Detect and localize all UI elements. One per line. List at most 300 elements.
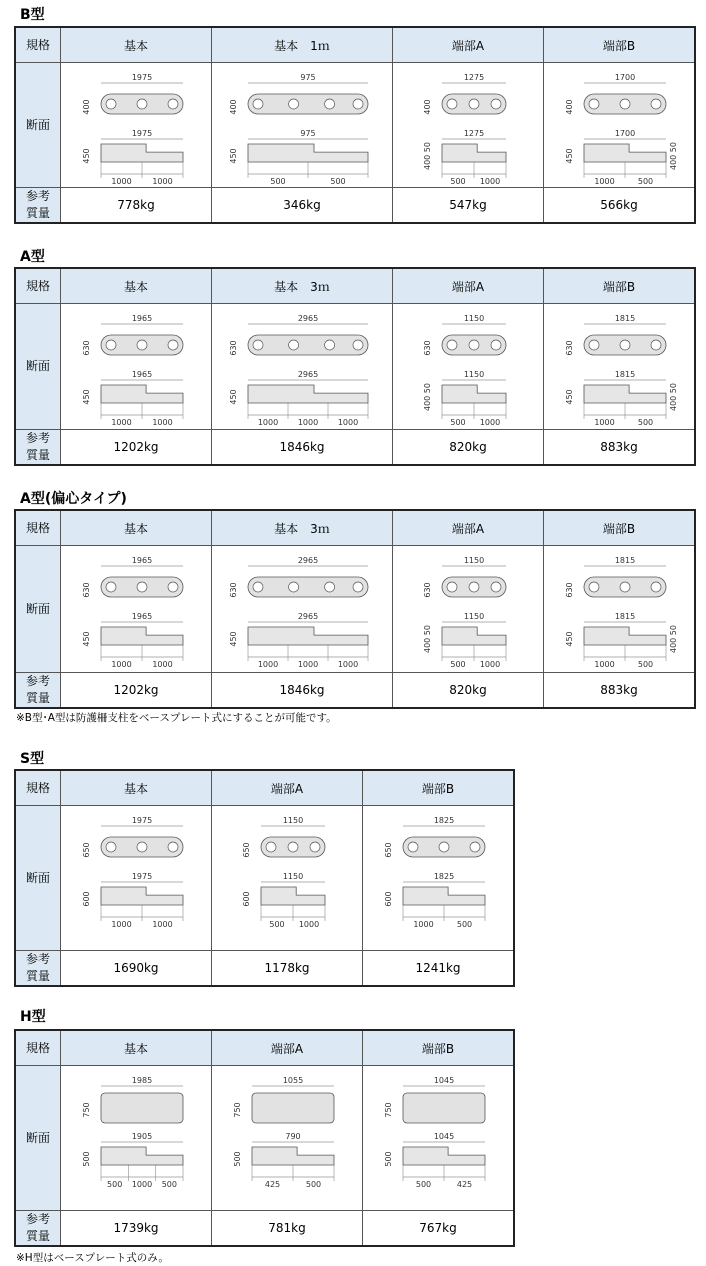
post-hole-icon bbox=[253, 340, 263, 350]
top-height-label: 630 bbox=[423, 582, 432, 598]
section-label: 断面 bbox=[15, 806, 61, 951]
bottom-height-label: 500 bbox=[82, 1151, 91, 1167]
post-hole-icon bbox=[447, 582, 457, 592]
spec-table bbox=[14, 26, 696, 224]
bottom-height-label: 600 bbox=[384, 891, 393, 907]
top-width-label: 1985 bbox=[131, 1076, 153, 1085]
top-height-label: 630 bbox=[229, 340, 238, 356]
post-hole-icon bbox=[106, 340, 116, 350]
base-dim-label: 500 bbox=[450, 177, 466, 184]
top-width-label: 1045 bbox=[433, 1076, 455, 1085]
block-side-shape bbox=[101, 627, 183, 645]
bottom-width-label: 1975 bbox=[131, 872, 153, 881]
top-width-label: 1815 bbox=[614, 314, 636, 323]
post-hole-icon bbox=[289, 582, 299, 592]
top-width-label: 1975 bbox=[131, 73, 153, 82]
mass-value: 566kg bbox=[544, 188, 696, 224]
post-hole-icon bbox=[168, 340, 178, 350]
top-height-label: 650 bbox=[242, 842, 251, 858]
cross-section-drawing bbox=[82, 556, 183, 669]
post-hole-icon bbox=[589, 340, 599, 350]
base-dim-label: 500 bbox=[450, 660, 466, 669]
cross-section-figure bbox=[546, 66, 692, 184]
mass-label bbox=[15, 1211, 61, 1247]
block-side-shape bbox=[442, 627, 506, 645]
section-label: 断面 bbox=[15, 546, 61, 673]
cross-section-cell bbox=[212, 806, 363, 951]
cross-section-drawing bbox=[233, 1076, 334, 1189]
bottom-height-label: 450 bbox=[82, 631, 91, 647]
top-width-label: 1700 bbox=[614, 73, 636, 82]
mass-label-line1: 参考 bbox=[25, 952, 50, 966]
base-dim-label: 1000 bbox=[111, 177, 132, 184]
cross-section-cell bbox=[61, 806, 212, 951]
block-plan-shape bbox=[248, 577, 368, 597]
cross-section-cell bbox=[212, 546, 393, 673]
post-hole-icon bbox=[253, 99, 263, 109]
cross-section-drawing bbox=[82, 314, 183, 426]
section-label: 断面 bbox=[15, 1066, 61, 1211]
base-dim-label: 1000 bbox=[298, 920, 320, 929]
top-height-label: 650 bbox=[82, 842, 91, 858]
block-side-shape bbox=[101, 1147, 183, 1165]
cross-section-drawing bbox=[384, 816, 485, 929]
cross-section-figure bbox=[214, 809, 360, 947]
top-width-label: 1150 bbox=[463, 314, 485, 323]
cross-section-cell bbox=[61, 1066, 212, 1211]
mass-value: 820kg bbox=[393, 673, 544, 709]
footnote: ※H型はベースプレート式のみ。 bbox=[16, 1252, 169, 1264]
cross-section-cell bbox=[61, 304, 212, 430]
mass-value: 1846kg bbox=[212, 673, 393, 709]
base-dim-label: 1000 bbox=[257, 418, 279, 426]
section-title: A型(偏心タイプ) bbox=[20, 491, 127, 507]
block-side-shape bbox=[442, 144, 506, 162]
section-title: H型 bbox=[20, 1009, 46, 1025]
bottom-width-label: 1150 bbox=[463, 370, 485, 379]
bottom-height-label: 600 bbox=[242, 891, 251, 907]
cross-section-figure bbox=[63, 66, 209, 184]
cross-section-drawing bbox=[229, 73, 368, 184]
block-side-shape bbox=[584, 627, 666, 645]
base-dim-label: 500 bbox=[330, 177, 346, 184]
post-hole-icon bbox=[310, 842, 320, 852]
cross-section-cell bbox=[393, 546, 544, 673]
cross-section-drawing bbox=[229, 556, 368, 669]
block-side-shape bbox=[584, 385, 666, 403]
top-width-label: 1055 bbox=[282, 1076, 304, 1085]
top-width-label: 1150 bbox=[463, 556, 485, 565]
cross-section-figure bbox=[214, 1069, 360, 1207]
side-height-label: 400 50 bbox=[669, 625, 678, 653]
post-hole-icon bbox=[325, 340, 335, 350]
bottom-width-label: 1150 bbox=[463, 612, 485, 621]
base-dim-label: 1000 bbox=[152, 920, 173, 929]
bottom-height-label: 450 bbox=[82, 389, 91, 405]
mass-value: 1178kg bbox=[212, 951, 363, 987]
cross-section-drawing bbox=[229, 314, 368, 426]
post-hole-icon bbox=[353, 340, 363, 350]
mass-value: 1202kg bbox=[61, 430, 212, 466]
top-height-label: 630 bbox=[82, 582, 91, 598]
base-dim-label: 1000 bbox=[297, 418, 319, 426]
column-header: 基本 bbox=[61, 510, 212, 546]
bottom-width-label: 1150 bbox=[282, 872, 304, 881]
bottom-width-label: 1045 bbox=[433, 1132, 455, 1141]
bottom-height-label: 400 50 bbox=[423, 383, 432, 411]
base-dim-label: 500 bbox=[637, 418, 654, 426]
block-side-shape bbox=[403, 887, 485, 905]
base-dim-label: 1000 bbox=[152, 660, 173, 669]
top-width-label: 2965 bbox=[297, 314, 319, 323]
block-plan-shape bbox=[248, 335, 368, 355]
cross-section-figure bbox=[365, 1069, 511, 1207]
cross-section-figure bbox=[214, 549, 390, 669]
cross-section-cell bbox=[544, 63, 696, 188]
cross-section-cell bbox=[212, 63, 393, 188]
spec-label: 規格 bbox=[15, 268, 61, 304]
cross-section-figure bbox=[395, 307, 541, 426]
post-hole-icon bbox=[289, 99, 299, 109]
block-side-shape bbox=[584, 144, 666, 162]
cross-section-figure bbox=[214, 66, 390, 184]
column-header: 基本 bbox=[61, 268, 212, 304]
post-hole-icon bbox=[106, 842, 116, 852]
top-height-label: 750 bbox=[384, 1102, 393, 1118]
column-header: 端部A bbox=[393, 510, 544, 546]
top-width-label: 1965 bbox=[131, 556, 153, 565]
base-dim-label: 1000 bbox=[111, 418, 132, 426]
post-hole-icon bbox=[137, 582, 147, 592]
top-width-label: 1815 bbox=[614, 556, 636, 565]
bottom-width-label: 2965 bbox=[297, 370, 319, 379]
bottom-width-label: 1965 bbox=[131, 370, 153, 379]
base-dim-label: 500 bbox=[456, 920, 473, 929]
base-dim-label: 1000 bbox=[594, 660, 615, 669]
column-header: 端部A bbox=[393, 27, 544, 63]
base-dim-label: 1000 bbox=[337, 660, 359, 669]
bottom-width-label: 1815 bbox=[614, 612, 636, 621]
block-plan-shape bbox=[252, 1093, 334, 1123]
base-dim-label: 1000 bbox=[257, 660, 279, 669]
bottom-height-label: 500 bbox=[384, 1151, 393, 1167]
base-dim-label: 500 bbox=[107, 1180, 123, 1189]
section-label: 断面 bbox=[15, 63, 61, 188]
cross-section-cell bbox=[363, 806, 515, 951]
top-height-label: 750 bbox=[233, 1102, 242, 1118]
base-dim-label: 500 bbox=[637, 660, 654, 669]
base-dim-label: 500 bbox=[450, 418, 466, 426]
bottom-height-label: 450 bbox=[229, 148, 238, 164]
mass-value: 346kg bbox=[212, 188, 393, 224]
mass-label-line2: 質量 bbox=[25, 691, 50, 705]
post-hole-icon bbox=[491, 99, 501, 109]
bottom-width-label: 790 bbox=[285, 1132, 301, 1141]
mass-value: 767kg bbox=[363, 1211, 515, 1247]
post-hole-icon bbox=[106, 582, 116, 592]
post-hole-icon bbox=[289, 340, 299, 350]
top-height-label: 400 bbox=[565, 99, 574, 115]
column-header: 端部B bbox=[544, 268, 696, 304]
post-hole-icon bbox=[266, 842, 276, 852]
post-hole-icon bbox=[469, 99, 479, 109]
base-dim-label: 1000 bbox=[479, 660, 501, 669]
post-hole-icon bbox=[470, 842, 480, 852]
mass-label bbox=[15, 673, 61, 709]
post-hole-icon bbox=[137, 842, 147, 852]
column-header: 端部A bbox=[212, 1030, 363, 1066]
top-height-label: 400 bbox=[229, 99, 238, 115]
top-width-label: 1975 bbox=[131, 816, 153, 825]
side-height-label: 400 50 bbox=[669, 383, 678, 411]
bottom-width-label: 1815 bbox=[614, 370, 636, 379]
section-title: A型 bbox=[20, 249, 45, 265]
spec-table bbox=[14, 769, 515, 987]
bottom-width-label: 975 bbox=[300, 129, 316, 138]
base-dim-label: 1000 bbox=[152, 418, 173, 426]
bottom-width-label: 1700 bbox=[614, 129, 636, 138]
cross-section-drawing bbox=[565, 314, 678, 426]
top-height-label: 630 bbox=[229, 582, 238, 598]
post-hole-icon bbox=[469, 582, 479, 592]
base-dim-label: 1000 bbox=[297, 660, 319, 669]
spec-label: 規格 bbox=[15, 27, 61, 63]
cross-section-figure bbox=[63, 1069, 209, 1207]
top-width-label: 1965 bbox=[131, 314, 153, 323]
post-hole-icon bbox=[353, 582, 363, 592]
cross-section-drawing bbox=[384, 1076, 485, 1189]
spec-label: 規格 bbox=[15, 1030, 61, 1066]
cross-section-drawing bbox=[565, 73, 678, 184]
block-plan-shape bbox=[101, 1093, 183, 1123]
top-width-label: 2965 bbox=[297, 556, 319, 565]
footnote: ※B型･A型は防護柵支柱をベースプレート式にすることが可能です。 bbox=[16, 712, 337, 724]
column-header: 端部B bbox=[544, 510, 696, 546]
block-side-shape bbox=[261, 887, 325, 905]
cross-section-cell bbox=[212, 304, 393, 430]
cross-section-figure bbox=[546, 307, 692, 426]
top-width-label: 1275 bbox=[463, 73, 485, 82]
column-header: 端部B bbox=[363, 770, 515, 806]
cross-section-figure bbox=[546, 549, 692, 669]
cross-section-drawing bbox=[423, 73, 506, 184]
block-side-shape bbox=[442, 385, 506, 403]
post-hole-icon bbox=[439, 842, 449, 852]
spec-label: 規格 bbox=[15, 510, 61, 546]
column-header: 基本 bbox=[61, 27, 212, 63]
mass-label-line1: 参考 bbox=[25, 674, 50, 688]
cross-section-figure bbox=[395, 66, 541, 184]
post-hole-icon bbox=[620, 340, 630, 350]
mass-label-line1: 参考 bbox=[25, 431, 50, 445]
base-dim-label: 1000 bbox=[594, 177, 615, 184]
cross-section-drawing bbox=[82, 1076, 183, 1189]
mass-label bbox=[15, 951, 61, 987]
mass-value: 1241kg bbox=[363, 951, 515, 987]
block-plan-shape bbox=[248, 94, 368, 114]
cross-section-figure bbox=[63, 307, 209, 426]
bottom-width-label: 1275 bbox=[463, 129, 485, 138]
column-header: 端部B bbox=[363, 1030, 515, 1066]
top-height-label: 630 bbox=[565, 340, 574, 356]
mass-label-line2: 質量 bbox=[25, 206, 50, 220]
base-dim-label: 1000 bbox=[479, 418, 501, 426]
cross-section-figure bbox=[63, 549, 209, 669]
mass-value: 883kg bbox=[544, 430, 696, 466]
mass-value: 1846kg bbox=[212, 430, 393, 466]
spec-table bbox=[14, 509, 696, 709]
post-hole-icon bbox=[168, 99, 178, 109]
mass-label-line1: 参考 bbox=[25, 189, 50, 203]
bottom-width-label: 1825 bbox=[433, 872, 455, 881]
block-side-shape bbox=[403, 1147, 485, 1165]
section-title: S型 bbox=[20, 751, 45, 767]
top-width-label: 975 bbox=[300, 73, 316, 82]
post-hole-icon bbox=[288, 842, 298, 852]
post-hole-icon bbox=[168, 582, 178, 592]
cross-section-cell bbox=[544, 546, 696, 673]
post-hole-icon bbox=[469, 340, 479, 350]
mass-value: 1202kg bbox=[61, 673, 212, 709]
base-dim-label: 500 bbox=[161, 1180, 177, 1189]
base-dim-label: 1000 bbox=[337, 418, 359, 426]
post-hole-icon bbox=[620, 582, 630, 592]
base-dim-label: 1000 bbox=[111, 920, 132, 929]
post-hole-icon bbox=[651, 340, 661, 350]
post-hole-icon bbox=[447, 99, 457, 109]
block-side-shape bbox=[248, 385, 368, 403]
section-label: 断面 bbox=[15, 304, 61, 430]
cross-section-drawing bbox=[82, 816, 183, 929]
block-side-shape bbox=[248, 627, 368, 645]
bottom-height-label: 450 bbox=[82, 148, 91, 164]
column-header: 端部B bbox=[544, 27, 696, 63]
bottom-height-label: 450 bbox=[565, 631, 574, 647]
block-side-shape bbox=[101, 385, 183, 403]
base-dim-label: 425 bbox=[264, 1180, 281, 1189]
mass-value: 1739kg bbox=[61, 1211, 212, 1247]
block-side-shape bbox=[248, 144, 368, 162]
cross-section-figure bbox=[395, 549, 541, 669]
bottom-width-label: 1965 bbox=[131, 612, 153, 621]
post-hole-icon bbox=[447, 340, 457, 350]
post-hole-icon bbox=[106, 99, 116, 109]
post-hole-icon bbox=[353, 99, 363, 109]
base-dim-label: 1000 bbox=[152, 177, 173, 184]
bottom-height-label: 450 bbox=[229, 389, 238, 405]
column-header: 端部A bbox=[212, 770, 363, 806]
column-header: 端部A bbox=[393, 268, 544, 304]
block-side-shape bbox=[101, 144, 183, 162]
base-dim-label: 425 bbox=[456, 1180, 473, 1189]
mass-value: 781kg bbox=[212, 1211, 363, 1247]
cross-section-cell bbox=[212, 1066, 363, 1211]
post-hole-icon bbox=[651, 99, 661, 109]
block-side-shape bbox=[252, 1147, 334, 1165]
bottom-height-label: 450 bbox=[565, 389, 574, 405]
top-width-label: 1825 bbox=[433, 816, 455, 825]
column-header: 基本 3ｍ bbox=[212, 510, 393, 546]
cross-section-cell bbox=[393, 304, 544, 430]
top-height-label: 400 bbox=[423, 99, 432, 115]
top-height-label: 630 bbox=[423, 340, 432, 356]
post-hole-icon bbox=[589, 582, 599, 592]
section-title: B型 bbox=[20, 7, 45, 23]
cross-section-cell bbox=[61, 63, 212, 188]
bottom-height-label: 400 50 bbox=[423, 142, 432, 170]
base-dim-label: 1000 bbox=[594, 418, 615, 426]
post-hole-icon bbox=[620, 99, 630, 109]
post-hole-icon bbox=[168, 842, 178, 852]
column-header: 基本 bbox=[61, 1030, 212, 1066]
spec-table bbox=[14, 1029, 515, 1247]
bottom-height-label: 450 bbox=[565, 148, 574, 164]
block-plan-shape bbox=[403, 1093, 485, 1123]
bottom-height-label: 450 bbox=[229, 631, 238, 647]
cross-section-cell bbox=[61, 546, 212, 673]
cross-section-drawing bbox=[565, 556, 678, 669]
mass-value: 778kg bbox=[61, 188, 212, 224]
post-hole-icon bbox=[325, 99, 335, 109]
cross-section-drawing bbox=[82, 73, 183, 184]
post-hole-icon bbox=[137, 340, 147, 350]
spec-table bbox=[14, 267, 696, 466]
top-width-label: 1150 bbox=[282, 816, 304, 825]
mass-value: 547kg bbox=[393, 188, 544, 224]
top-height-label: 400 bbox=[82, 99, 91, 115]
base-dim-label: 500 bbox=[415, 1180, 432, 1189]
cross-section-figure bbox=[63, 809, 209, 947]
column-header: 基本 1ｍ bbox=[212, 27, 393, 63]
mass-value: 820kg bbox=[393, 430, 544, 466]
mass-label-line1: 参考 bbox=[25, 1212, 50, 1226]
post-hole-icon bbox=[137, 99, 147, 109]
cross-section-cell bbox=[363, 1066, 515, 1211]
column-header: 基本 bbox=[61, 770, 212, 806]
mass-label bbox=[15, 188, 61, 224]
bottom-height-label: 400 50 bbox=[423, 625, 432, 653]
mass-label-line2: 質量 bbox=[25, 969, 50, 983]
base-dim-label: 1000 bbox=[479, 177, 501, 184]
post-hole-icon bbox=[491, 340, 501, 350]
cross-section-cell bbox=[544, 304, 696, 430]
cross-section-figure bbox=[365, 809, 511, 947]
post-hole-icon bbox=[325, 582, 335, 592]
cross-section-drawing bbox=[242, 816, 325, 929]
base-dim-label: 1000 bbox=[111, 660, 132, 669]
bottom-width-label: 1975 bbox=[131, 129, 153, 138]
base-dim-label: 500 bbox=[637, 177, 654, 184]
top-height-label: 750 bbox=[82, 1102, 91, 1118]
bottom-width-label: 1905 bbox=[131, 1132, 153, 1141]
bottom-height-label: 500 bbox=[233, 1151, 242, 1167]
base-dim-label: 500 bbox=[269, 920, 285, 929]
top-height-label: 650 bbox=[384, 842, 393, 858]
mass-value: 1690kg bbox=[61, 951, 212, 987]
bottom-height-label: 600 bbox=[82, 891, 91, 907]
bottom-width-label: 2965 bbox=[297, 612, 319, 621]
mass-label bbox=[15, 430, 61, 466]
mass-value: 883kg bbox=[544, 673, 696, 709]
cross-section-drawing bbox=[423, 556, 506, 669]
top-height-label: 630 bbox=[565, 582, 574, 598]
base-dim-label: 500 bbox=[305, 1180, 322, 1189]
base-dim-label: 1000 bbox=[131, 1180, 153, 1189]
mass-label-line2: 質量 bbox=[25, 1229, 50, 1243]
cross-section-drawing bbox=[423, 314, 506, 426]
block-side-shape bbox=[101, 887, 183, 905]
post-hole-icon bbox=[589, 99, 599, 109]
